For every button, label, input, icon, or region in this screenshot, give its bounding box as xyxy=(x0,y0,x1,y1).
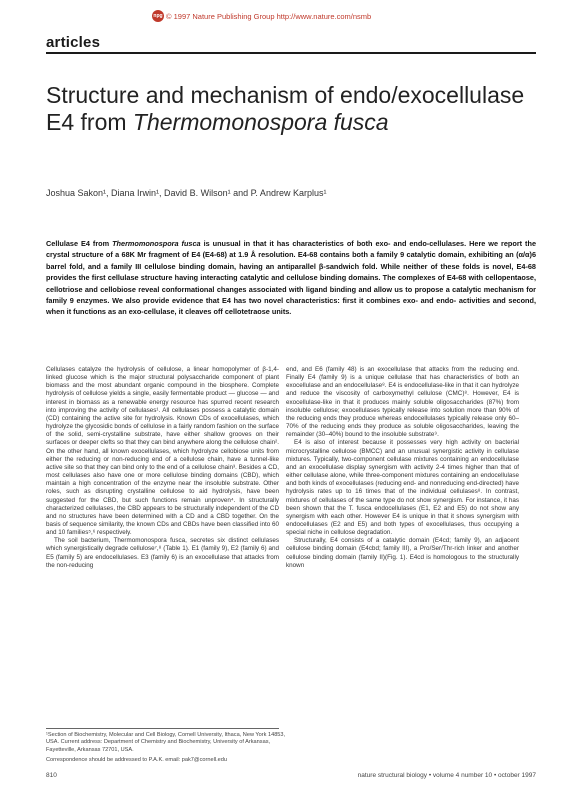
title-organism: Thermomonospora fusca xyxy=(132,109,389,135)
body-paragraph: E4 is also of interest because it possesses very high activity on bacterial microcrystalline cellulose (BMCC) and an unusual synergistic activity in cellulase mixtures. Typically, two-component cellulase mixtures containing an endocellulase and an exocellulase display synergism with activity 2-4 times higher than that of either cellulase alone, while three-component mixtures containing an endocellulase and both kinds of exocellulases (reducing end- and nonreducing end-directed) have hydrolysis rates up to 16 times that of the individual cellulases⁸. In contrast, mixtures of cellulases of the same type do not show synergism. For instance, it has been shown that the T. fusca endocellulases (E1, E2 and E5) do not show any synergism with each other. However E4 is unique in that it shows synergism with endocellulases (E2 and E5) and both types of exocellulases, thus occupying a special niche in cellulose degradation. xyxy=(286,439,519,537)
abstract-body: is unusual in that it has characteristics of both exo- and endo-cellulases. Here we report the crystal structure of a 68K Mr fragment of E4 (E4-68) at 1.9 Å resolution. E4-68 contains both a family 9 catalytic domain, exhibiting an (α/α)6 barrel fold, and a family III cellulose binding domain, having an antiparallel β-sandwich fold. While neither of these folds is novel, E4-68 provides the first cellulase structure having interacting catalytic and cellulose binding domains. The complexes of E4-68 with cellopentaose, cellotriose and cellobiose reveal conformational changes associated with ligand binding and allow us to propose a catalytic mechanism for family 9 enzymes. We also provide evidence that E4 has two novel characteristics: first it combines exo- and endo- activities and second, when it functions as an exo-cellulase, it cleaves off cellotetraose units. xyxy=(46,239,537,317)
copyright-line: © 1997 Nature Publishing Group http://www.nature.com/nsmb xyxy=(166,12,372,21)
section-label: articles xyxy=(46,34,101,51)
journal-footer: nature structural biology • volume 4 number 10 • october 1997 xyxy=(357,772,536,779)
footnote-correspondence: Correspondence should be addressed to P.A.K. email: pak7@cornell.edu xyxy=(46,757,227,763)
article-title xyxy=(46,82,536,136)
title-line1: Structure and mechanism of endo/exocellulase xyxy=(46,82,525,108)
body-column-left xyxy=(46,366,279,570)
body-column-right xyxy=(286,366,519,570)
body-paragraph: Cellulases catalyze the hydrolysis of cellulose, a linear homopolymer of β-1,4-linked glucose which is the major structural polysaccharide component of plant biomass and the most abundant organic compound in the biosphere. Complete hydrolysis of cellulose yields a single, easily fermentable product — glucose — and interest in biomass as a renewable energy resource has spurred recent research into improving the activity of cellulases¹. All cellulases possess a catalytic domain (CD) containing the active site for hydrolysis. Known CDs of exocellulases, which hydrolyze the glycosidic bonds of cellulose in a fairly random fashion on the surface of the solid, semi-crystalline substrate, have either shallow grooves on their surfaces or deeper clefts so that they can bind anywhere along the cellulose chain². On the other hand, all known exocellulases, which hydrolyze cellobiose units from either the reducing or non-reducing end of a cellulose chain, have a tunnel-like active site so that they can bind only to the end of a cellulose chain³. Besides a CD, most cellulases also have one or more cellulose binding domains (CBD), which maintain a high concentration of the enzyme near the insoluble substrate. Other roles, such as disrupting crystalline cellulose to aid hydrolysis, have been suggested for the CBD, but such functions remain unproven⁴. In structurally characterized cellulases, the CBD appears to be structurally independent of the CD and no structures have been determined with a CD and a CBD together. On the basis of sequence similarity, the known CDs and CBDs have been classified into 60 and 10 families⁵,⁶ respectively. xyxy=(46,366,279,537)
npg-logo: npg xyxy=(152,10,164,22)
footnote-affiliation: ¹Section of Biochemistry, Molecular and Cell Biology, Cornell University, Ithaca, New York 14853, USA. Current address: Department of Chemistry and Biochemistry, University of Arkansas, Fayetteville, Arkansas 72701, USA. xyxy=(46,732,286,753)
page-number: 810 xyxy=(46,772,57,779)
abstract-lead: Cellulase E4 from xyxy=(46,239,113,248)
footnote-rule xyxy=(46,728,279,729)
author-list: Joshua Sakon¹, Diana Irwin¹, David B. Wilson¹ and P. Andrew Karplus¹ xyxy=(46,188,327,198)
body-paragraph: Structurally, E4 consists of a catalytic domain (E4cd; family 9), an adjacent cellulose binding domain (E4cbd; family III), a Pro/Ser/Thr-rich linker and another cellulose binding domain (family II)(Fig. 1). E4cd is homologous to the structurally known xyxy=(286,537,519,569)
abstract-organism: Thermomonospora fusca xyxy=(112,239,201,248)
abstract xyxy=(46,238,536,318)
section-rule xyxy=(46,52,536,54)
body-paragraph: The soil bacterium, Thermomonospora fusca, secretes six distinct cellulases which synergistically degrade cellulose⁷,⁸ (Table 1). E1 (family 9), E2 (family 6) and E5 (family 5) are endocellulases. E3 (family 6) is an exocellulase that attacks from the non-reducing xyxy=(46,537,279,569)
title-line2-prefix: E4 from xyxy=(46,109,133,135)
body-paragraph: end, and E6 (family 48) is an exocellulase that attacks from the reducing end. Finally E4 (family 9) is a unique cellulase that has characteristics of both an exocellulase and an endocellulase⁸. E4 is endocellulase-like in that it can hydrolyze and reduce the viscosity of carboxymethyl cellulose (CMC)⁸. However, E4 is exocellulase-like in that it produces mainly soluble oligosaccharides (87%) from insoluble cellulose; exocellulases typically release into solution more than 90% of the reducing ends they produce whereas endocellulases typically release only 60–70% of the reducing ends they produce as soluble oligosaccharides, leaving the remainder (30–40%) bound to the insoluble substrate⁹. xyxy=(286,366,519,439)
